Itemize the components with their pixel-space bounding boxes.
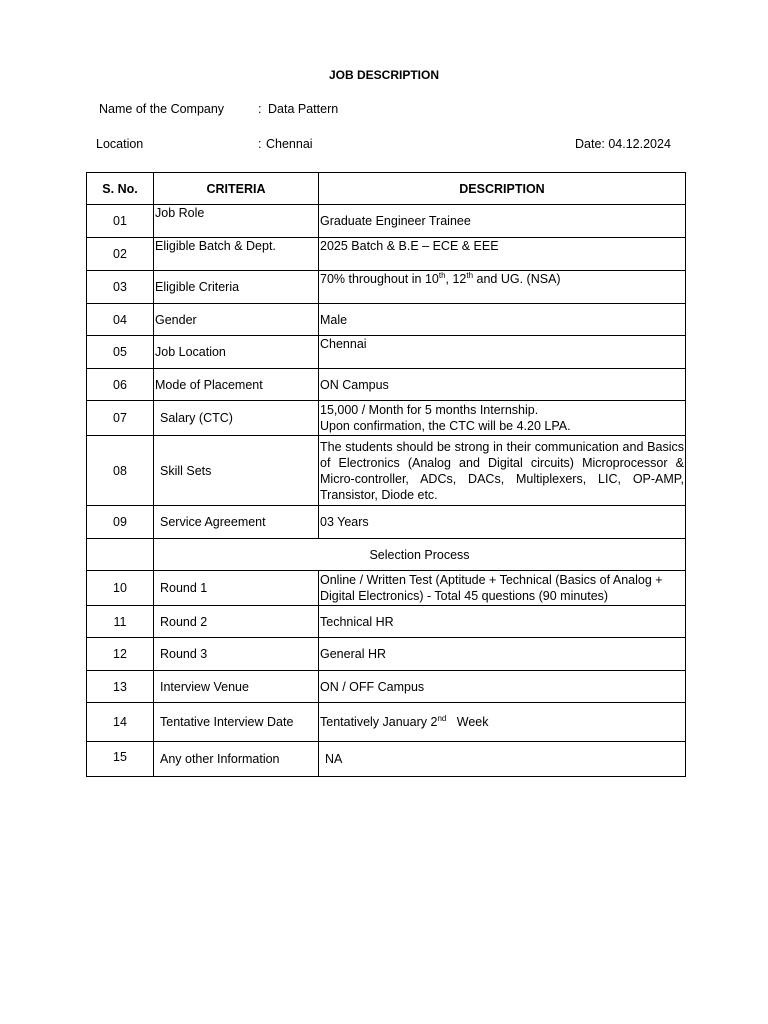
row-number: 05: [87, 336, 154, 369]
row-description: 2025 Batch & B.E – ECE & EEE: [319, 238, 686, 271]
row-criteria: Interview Venue: [154, 671, 319, 703]
row-description: [319, 271, 686, 304]
row-description: [319, 401, 686, 436]
row-criteria: Eligible Batch & Dept.: [154, 238, 319, 271]
document-date: Date: 04.12.2024: [575, 137, 671, 151]
row-description: Chennai: [319, 336, 686, 369]
row-description: ON / OFF Campus: [319, 671, 686, 703]
table-row: [87, 671, 686, 703]
table-row: [87, 742, 686, 777]
location-value: Chennai: [266, 137, 313, 151]
table-header-row: [87, 173, 686, 205]
description-line: 15,000 / Month for 5 months Internship.: [320, 403, 539, 417]
row-criteria: Job Location: [154, 336, 319, 369]
row-criteria: Job Role: [154, 205, 319, 238]
section-spacer: [87, 539, 154, 571]
row-description: NA: [319, 742, 686, 777]
row-description: General HR: [319, 638, 686, 671]
row-number: 02: [87, 238, 154, 271]
row-number: 07: [87, 401, 154, 436]
header-description: DESCRIPTION: [319, 173, 686, 205]
row-number: 01: [87, 205, 154, 238]
row-description: 03 Years: [319, 506, 686, 539]
row-number: 11: [87, 606, 154, 638]
header-criteria: CRITERIA: [154, 173, 319, 205]
table-row: [87, 238, 686, 271]
row-number: 15: [87, 742, 154, 777]
company-separator: :: [258, 102, 262, 116]
table-row: [87, 571, 686, 606]
table-row: [87, 436, 686, 506]
table-row: [87, 271, 686, 304]
document-title: JOB DESCRIPTION: [328, 68, 439, 82]
row-criteria: Mode of Placement: [154, 369, 319, 401]
row-criteria: Eligible Criteria: [154, 271, 319, 304]
row-number: 14: [87, 703, 154, 742]
company-value: Data Pattern: [268, 102, 339, 116]
location-separator: :: [258, 137, 262, 151]
row-description: Graduate Engineer Trainee: [319, 205, 686, 238]
table-row: [87, 336, 686, 369]
description-rich-text: Tentatively January 2nd Week: [320, 713, 489, 729]
row-description: Technical HR: [319, 606, 686, 638]
table-row: [87, 703, 686, 742]
table-row: [87, 506, 686, 539]
row-criteria: Round 1: [154, 571, 319, 606]
row-criteria: Any other Information: [154, 742, 319, 777]
section-row: [87, 539, 686, 571]
row-number: 03: [87, 271, 154, 304]
row-description: ON Campus: [319, 369, 686, 401]
row-number: 04: [87, 304, 154, 336]
row-description: [319, 703, 686, 742]
row-criteria: Tentative Interview Date: [154, 703, 319, 742]
header-sno: S. No.: [87, 173, 154, 205]
row-criteria: Service Agreement: [154, 506, 319, 539]
description-rich-text: 70% throughout in 10th, 12th and UG. (NSA): [320, 270, 561, 286]
row-criteria: Salary (CTC): [154, 401, 319, 436]
row-criteria: Gender: [154, 304, 319, 336]
table-row: [87, 401, 686, 436]
row-number: 12: [87, 638, 154, 671]
row-description: Online / Written Test (Aptitude + Technical (Basics of Analog + Digital Electronics) - Total 45 questions (90 minutes): [319, 571, 686, 606]
table-row: [87, 369, 686, 401]
row-criteria: Skill Sets: [154, 436, 319, 506]
job-description-table: [86, 172, 686, 777]
row-criteria: Round 3: [154, 638, 319, 671]
row-number: 13: [87, 671, 154, 703]
table-row: [87, 304, 686, 336]
row-description: The students should be strong in their communication and Basics of Electronics (Analog and Digital circuits) Microprocessor & Micro-controller, ADCs, DACs, Multiplexers, LIC, OP-AMP, Transistor, Diode etc.: [319, 436, 686, 506]
description-line: Upon confirmation, the CTC will be 4.20 LPA.: [320, 419, 571, 433]
section-title: Selection Process: [154, 539, 686, 571]
table-row: [87, 205, 686, 238]
row-criteria: Round 2: [154, 606, 319, 638]
row-description: Male: [319, 304, 686, 336]
location-label: Location: [96, 137, 144, 151]
table-row: [87, 638, 686, 671]
row-number: 10: [87, 571, 154, 606]
table-row: [87, 606, 686, 638]
row-number: 09: [87, 506, 154, 539]
company-label: Name of the Company: [99, 102, 225, 116]
row-number: 06: [87, 369, 154, 401]
row-number: 08: [87, 436, 154, 506]
